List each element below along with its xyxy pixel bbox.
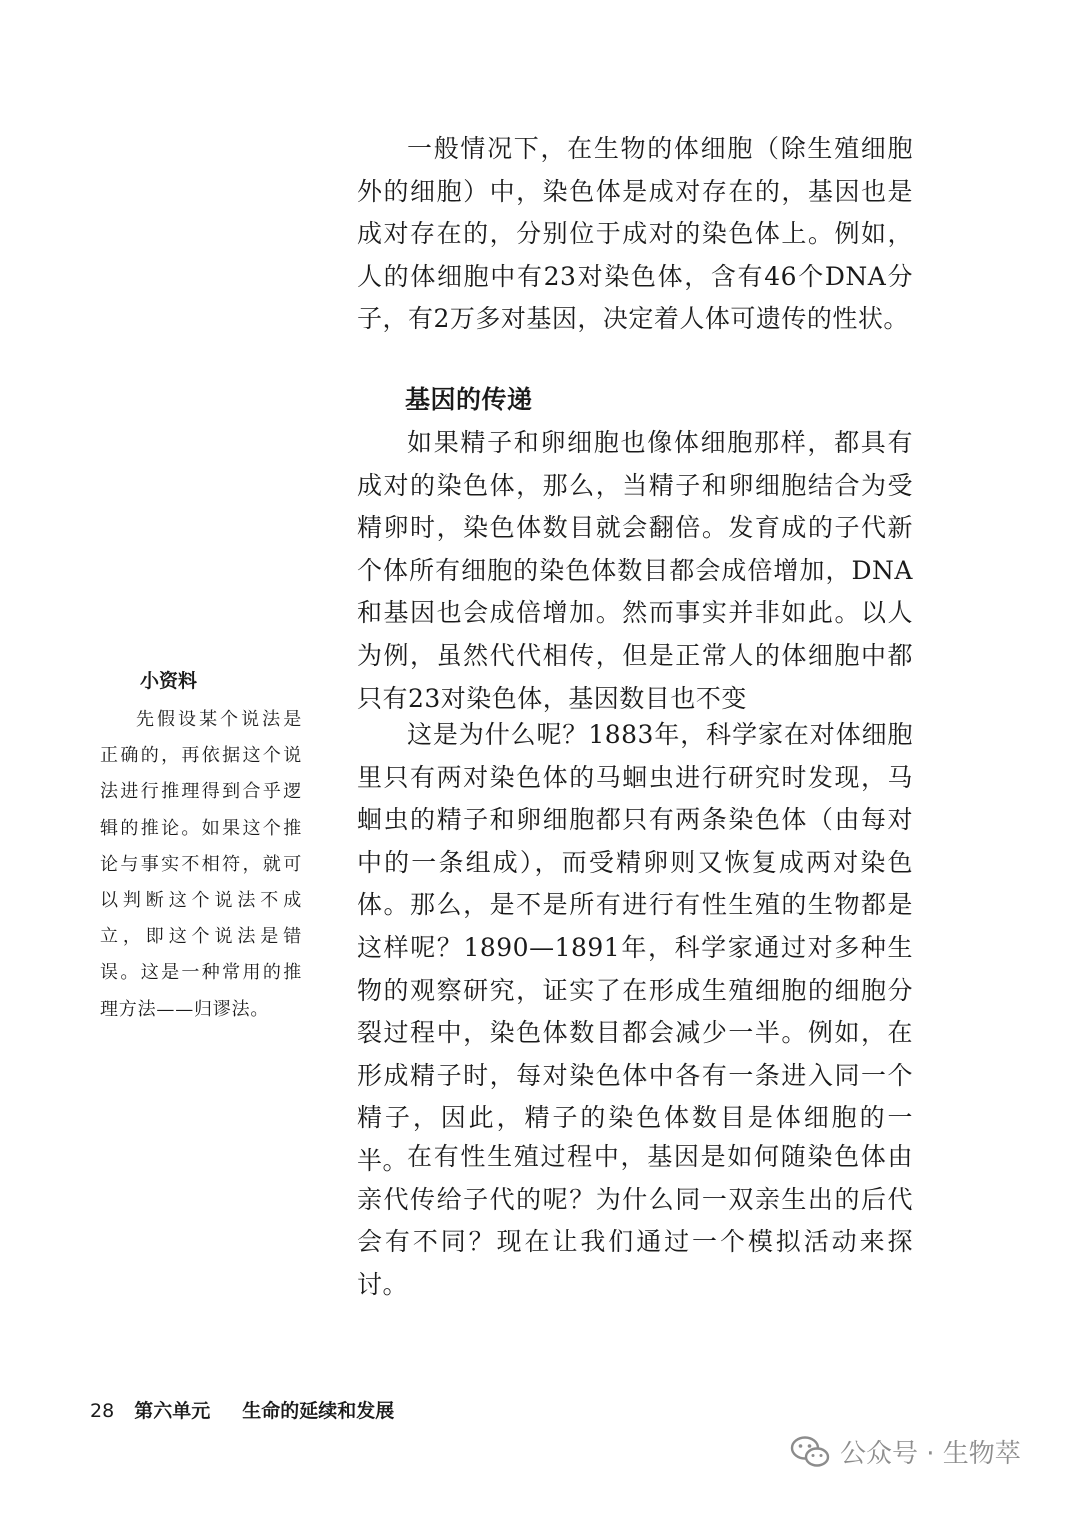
unit-name: 生命的延续和发展 — [242, 1400, 395, 1422]
paragraph-3-text: 这是为什么呢？1883年，科学家在对体细胞里只有两对染色体的马蛔虫进行研究时发现，马蛔虫的精子和卵细胞都只有两条染色体（由每对中的一条组成），而受精卵则又恢复成两对染色体。那么，是不是所有进行有性生殖的生物都是这样呢？1890—1891年，科学家通过对多种生物的观察研究，证实了在形成生殖细胞的细胞分裂过程中，染色体数目都会减少一半。例如，在形成精子时，每对染色体中各有一条进入同一个精子，因此，精子的染色体数目是体细胞的一半。 — [357, 720, 913, 1175]
paragraph-3 — [357, 714, 913, 1183]
page-number: 28 — [90, 1400, 115, 1422]
watermark-text: 公众号 · 生物萃 — [840, 1439, 1021, 1469]
sidebar-body: 先假设某个说法是正确的，再依据这个说法进行推理得到合乎逻辑的推论。如果这个推论与事实不相符，就可以判断这个说法不成立，即这个说法是错误。这是一种常用的推理方法——归谬法。 — [100, 709, 302, 1020]
paragraph-4-text: 在有性生殖过程中，基因是如何随染色体由亲代传给子代的呢？为什么同一双亲生出的后代会有不同？现在让我们通过一个模拟活动来探讨。 — [357, 1142, 913, 1299]
wechat-icon — [790, 1435, 830, 1469]
sidebar-title: 小资料 — [140, 670, 198, 692]
paragraph-1-text: 一般情况下，在生物的体细胞（除生殖细胞外的细胞）中，染色体是成对存在的，基因也是成对存在的，分别位于成对的染色体上。例如，人的体细胞中有23对染色体，含有46个DNA分子，有2万多对基因，决定着人体可遗传的性状。 — [357, 134, 913, 334]
unit-label: 第六单元 — [134, 1400, 211, 1422]
paragraph-4 — [357, 1136, 913, 1306]
paragraph-1 — [357, 128, 913, 341]
paragraph-2 — [357, 422, 913, 720]
paragraph-2-text: 如果精子和卵细胞也像体细胞那样，都具有成对的染色体，那么，当精子和卵细胞结合为受精卵时，染色体数目就会翻倍。发育成的子代新个体所有细胞的染色体数目都会成倍增加，DNA和基因也会成倍增加。然而事实并非如此。以人为例，虽然代代相传，但是正常人的体细胞中都只有23对染色体，基因数目也不变 — [357, 428, 913, 713]
section-heading: 基因的传递 — [405, 385, 533, 414]
page-footer — [90, 1397, 394, 1425]
watermark — [790, 1433, 1021, 1470]
